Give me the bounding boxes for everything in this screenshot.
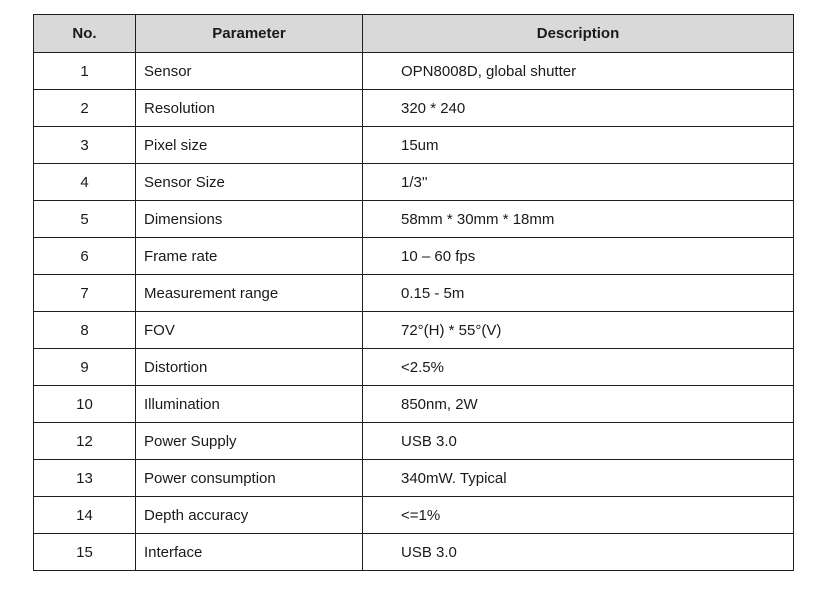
cell-parameter: Frame rate	[136, 238, 363, 275]
cell-no: 8	[34, 312, 136, 349]
cell-description: OPN8008D, global shutter	[363, 53, 794, 90]
cell-description: 0.15 - 5m	[363, 275, 794, 312]
cell-description: 10 – 60 fps	[363, 238, 794, 275]
cell-no: 9	[34, 349, 136, 386]
table-body	[34, 53, 794, 571]
cell-parameter: Sensor	[136, 53, 363, 90]
cell-parameter: Illumination	[136, 386, 363, 423]
cell-parameter: Sensor Size	[136, 164, 363, 201]
cell-no: 7	[34, 275, 136, 312]
cell-parameter: Measurement range	[136, 275, 363, 312]
cell-no: 1	[34, 53, 136, 90]
table-row	[34, 460, 794, 497]
cell-no: 4	[34, 164, 136, 201]
table-row	[34, 201, 794, 238]
cell-description: 58mm * 30mm * 18mm	[363, 201, 794, 238]
header-parameter: Parameter	[136, 15, 363, 53]
cell-no: 13	[34, 460, 136, 497]
header-description: Description	[363, 15, 794, 53]
cell-parameter: Power Supply	[136, 423, 363, 460]
table-row	[34, 164, 794, 201]
cell-description: 850nm, 2W	[363, 386, 794, 423]
cell-description: <=1%	[363, 497, 794, 534]
table-row	[34, 90, 794, 127]
cell-parameter: Pixel size	[136, 127, 363, 164]
table-row	[34, 312, 794, 349]
cell-parameter: Distortion	[136, 349, 363, 386]
cell-parameter: Dimensions	[136, 201, 363, 238]
table-row	[34, 127, 794, 164]
table-header	[34, 15, 794, 53]
cell-description: 1/3''	[363, 164, 794, 201]
cell-no: 15	[34, 534, 136, 571]
cell-no: 10	[34, 386, 136, 423]
cell-parameter: Interface	[136, 534, 363, 571]
cell-description: 320 * 240	[363, 90, 794, 127]
table-row	[34, 238, 794, 275]
cell-parameter: Depth accuracy	[136, 497, 363, 534]
table-row	[34, 349, 794, 386]
table-row	[34, 534, 794, 571]
header-no: No.	[34, 15, 136, 53]
table-row	[34, 386, 794, 423]
table-row	[34, 423, 794, 460]
cell-no: 14	[34, 497, 136, 534]
table-row	[34, 53, 794, 90]
cell-parameter: Resolution	[136, 90, 363, 127]
header-row	[34, 15, 794, 53]
cell-no: 12	[34, 423, 136, 460]
table-row	[34, 275, 794, 312]
cell-description: 15um	[363, 127, 794, 164]
spec-table	[33, 14, 794, 571]
cell-description: 72°(H) * 55°(V)	[363, 312, 794, 349]
cell-description: USB 3.0	[363, 423, 794, 460]
cell-no: 6	[34, 238, 136, 275]
cell-parameter: FOV	[136, 312, 363, 349]
cell-description: <2.5%	[363, 349, 794, 386]
cell-no: 2	[34, 90, 136, 127]
table-row	[34, 497, 794, 534]
cell-description: 340mW. Typical	[363, 460, 794, 497]
cell-no: 5	[34, 201, 136, 238]
cell-no: 3	[34, 127, 136, 164]
cell-parameter: Power consumption	[136, 460, 363, 497]
cell-description: USB 3.0	[363, 534, 794, 571]
